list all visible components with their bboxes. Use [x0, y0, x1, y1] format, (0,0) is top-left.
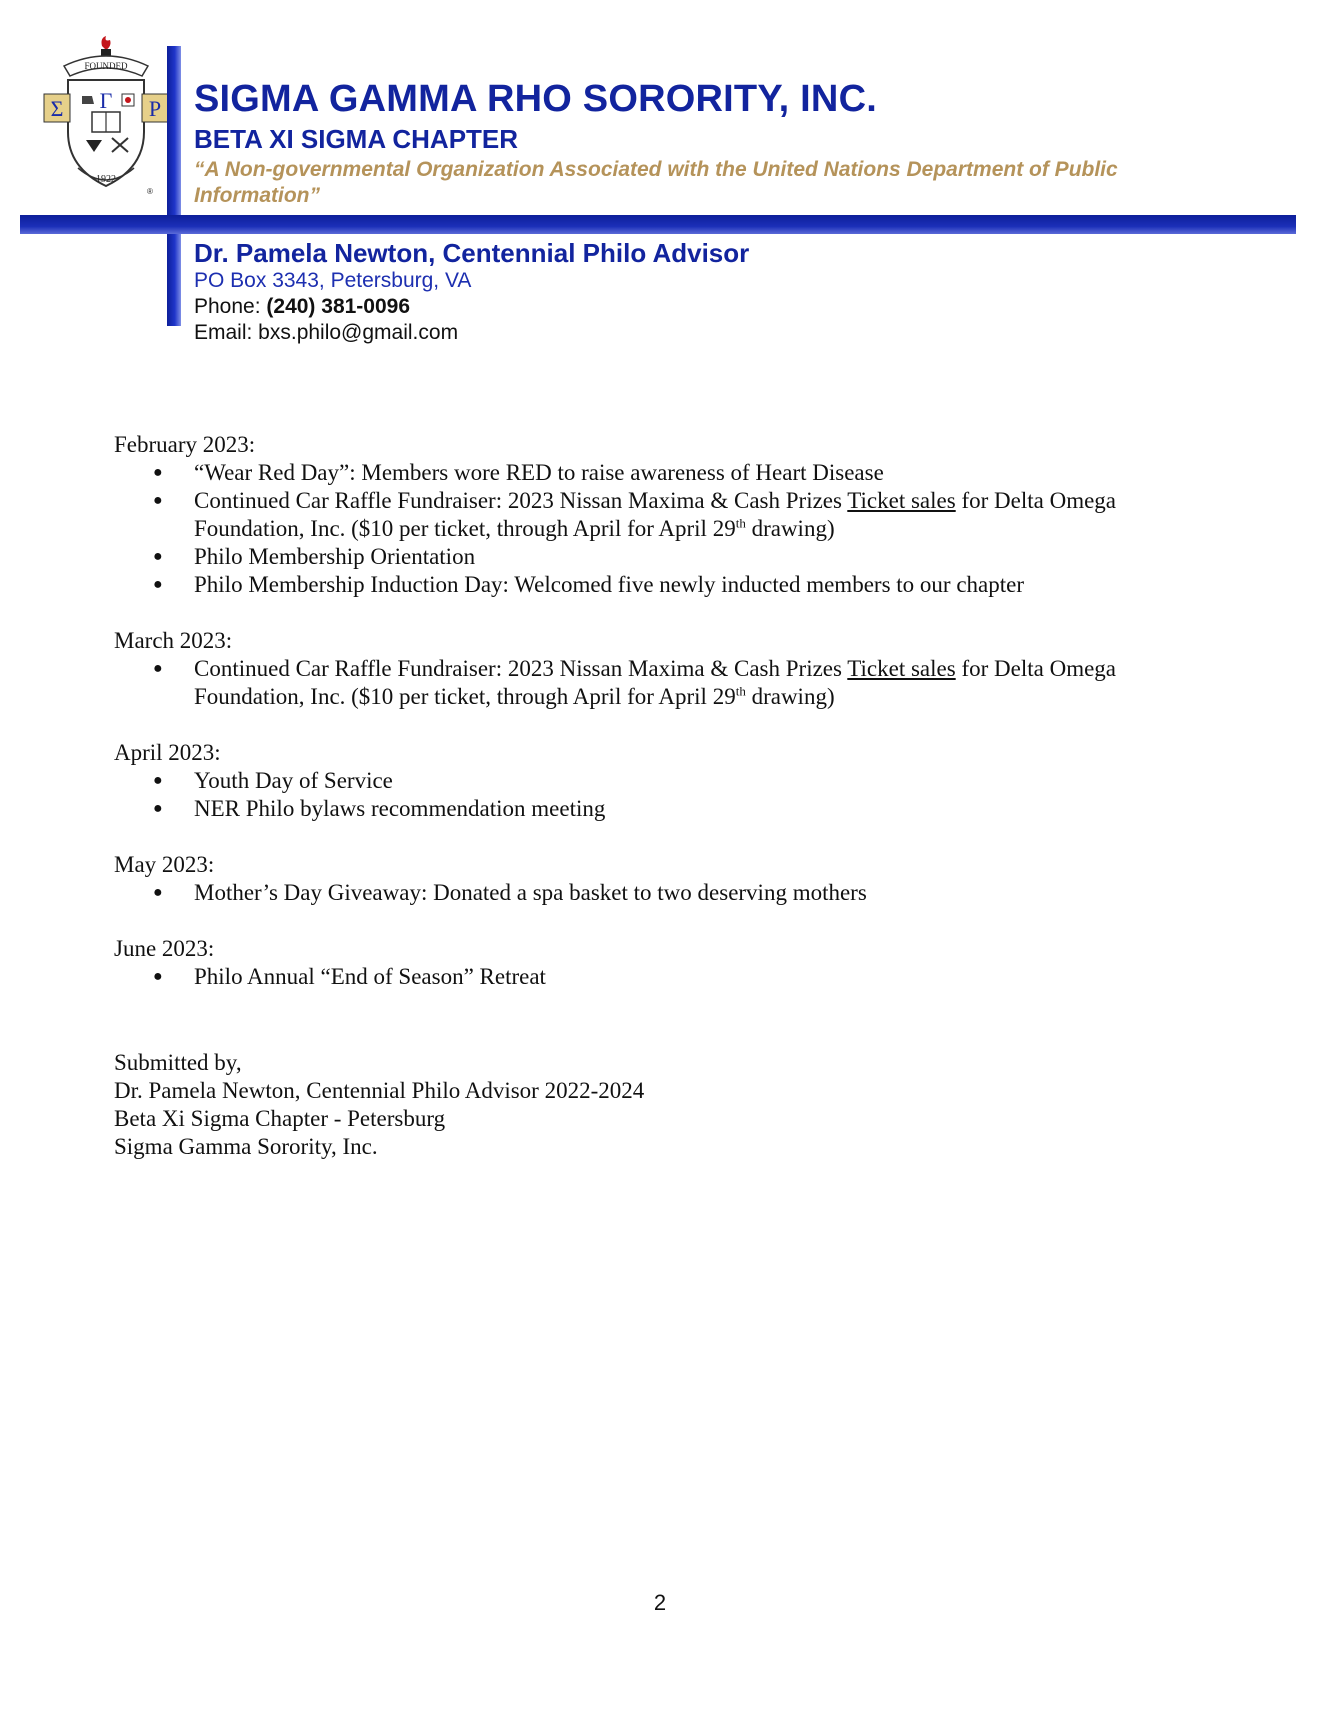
- header-horizontal-bar: [20, 215, 1296, 234]
- item-text: Continued Car Raffle Fundraiser: 2023 Nissan Maxima & Cash Prizes: [194, 488, 848, 513]
- activity-list: [114, 459, 1214, 599]
- month-section-april: [114, 739, 1214, 823]
- crest-letter-sigma: Σ: [50, 96, 64, 121]
- month-heading: June 2023:: [114, 936, 215, 961]
- organization-name: SIGMA GAMMA RHO SORORITY, INC.: [194, 78, 877, 120]
- month-heading: February 2023:: [114, 432, 256, 457]
- month-heading: March 2023:: [114, 628, 233, 653]
- chapter-name: BETA XI SIGMA CHAPTER: [194, 124, 519, 154]
- phone-number: (240) 381-0096: [266, 295, 411, 318]
- email-line: Email: bxs.philo@gmail.com: [194, 321, 459, 344]
- page-number: 2: [653, 1590, 667, 1615]
- crest-letter-gamma: Γ: [99, 88, 113, 113]
- list-item: ● Mother’s Day Giveaway: Donated a spa basket to two deserving mothers: [114, 879, 1214, 907]
- crest-year: 1922: [96, 174, 116, 185]
- item-text: drawing): [745, 684, 835, 709]
- signoff-block: [114, 1049, 644, 1161]
- ordinal-suffix: th: [735, 515, 746, 531]
- activity-list: [114, 767, 1214, 823]
- month-section-may: [114, 851, 1214, 907]
- sorority-crest-logo: [42, 36, 172, 196]
- signoff-line: Beta Xi Sigma Chapter - Petersburg: [114, 1106, 446, 1131]
- item-text: Continued Car Raffle Fundraiser: 2023 Nissan Maxima & Cash Prizes: [194, 656, 848, 681]
- activity-list: [114, 963, 1214, 991]
- header-vertical-bar: [167, 46, 181, 326]
- organization-tagline: “A Non-governmental Organization Associated with the United Nations Department of Public Information”: [194, 158, 1118, 207]
- list-item: ● Philo Membership Orientation: [114, 543, 1214, 571]
- crest-letter-rho: Ρ: [148, 96, 162, 121]
- list-item: ● Youth Day of Service: [114, 767, 1214, 795]
- list-item: ● “Wear Red Day”: Members wore RED to raise awareness of Heart Disease: [114, 459, 1214, 487]
- ordinal-suffix: th: [735, 683, 746, 699]
- phone-label: Phone:: [194, 295, 267, 318]
- signoff-line: Sigma Gamma Sorority, Inc.: [114, 1134, 378, 1159]
- contact-block: [194, 238, 749, 346]
- item-text: for Delta Omega Foundation, Inc. ($10 per ticket, through April for April 29: [194, 656, 1116, 709]
- crest-banner-text: FOUNDED: [84, 61, 128, 71]
- signoff-line: Submitted by,: [114, 1050, 242, 1075]
- month-heading: April 2023:: [114, 740, 221, 765]
- list-item: [114, 487, 1214, 543]
- list-item: ● Philo Annual “End of Season” Retreat: [114, 963, 1214, 991]
- activity-report: [114, 431, 1214, 1019]
- month-section-june: [114, 935, 1214, 991]
- mailing-address: PO Box 3343, Petersburg, VA: [194, 269, 472, 292]
- advisor-name: Dr. Pamela Newton, Centennial Philo Advisor: [194, 238, 750, 268]
- list-item: [114, 655, 1214, 711]
- month-section-march: [114, 627, 1214, 711]
- phone-line: [194, 294, 749, 320]
- month-section-february: [114, 431, 1214, 599]
- item-text: drawing): [745, 516, 835, 541]
- month-heading: May 2023:: [114, 852, 215, 877]
- item-text: for Delta Omega Foundation, Inc. ($10 per ticket, through April for April 29: [194, 488, 1116, 541]
- ticket-sales-link[interactable]: Ticket sales: [847, 488, 956, 513]
- activity-list: [114, 879, 1214, 907]
- list-item: ● Philo Membership Induction Day: Welcomed five newly inducted members to our chapter: [114, 571, 1214, 599]
- activity-list: [114, 655, 1214, 711]
- crest-registered-mark: ®: [147, 187, 153, 196]
- list-item: ● NER Philo bylaws recommendation meeting: [114, 795, 1214, 823]
- ticket-sales-link[interactable]: Ticket sales: [847, 656, 956, 681]
- signoff-line: Dr. Pamela Newton, Centennial Philo Advisor 2022-2024: [114, 1078, 645, 1103]
